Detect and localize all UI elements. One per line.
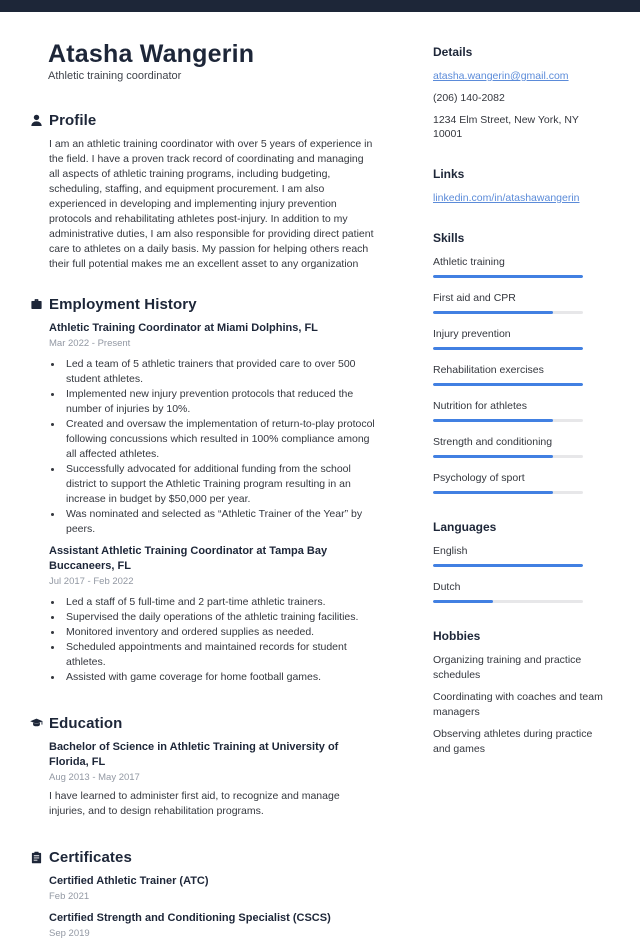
skill-label: Strength and conditioning	[433, 436, 553, 448]
job-title: Assistant Athletic Training Coordinator at Tampa Bay Buccaneers, FL	[49, 545, 328, 572]
skill-bar-track	[433, 275, 583, 278]
accent-top-bar	[0, 0, 640, 12]
skill-label: First aid and CPR	[433, 292, 516, 304]
language-bar-track	[433, 564, 583, 567]
language-bar-fill	[433, 600, 493, 603]
certificate-dates: Sep 2019	[49, 928, 90, 939]
language-label: English	[433, 545, 468, 557]
job-title: Athletic Training Coordinator at Miami Dolphins, FL	[49, 322, 318, 334]
hobby-item: Observing athletes during practice and games	[433, 728, 593, 755]
hobby-item: Coordinating with coaches and team managers	[433, 691, 603, 718]
linkedin-link[interactable]: linkedin.com/in/atashawangerin	[433, 192, 580, 204]
person-icon	[30, 114, 43, 127]
skill-label: Psychology of sport	[433, 472, 525, 484]
skill-label: Injury prevention	[433, 328, 511, 340]
candidate-name: Atasha Wangerin	[48, 40, 255, 68]
job-bullet: • Led a staff of 5 full-time and 2 part-time athletic trainers.	[63, 595, 377, 610]
skill-bar-fill	[433, 455, 553, 458]
skills-heading: Skills	[433, 231, 465, 245]
language-item	[433, 580, 610, 603]
job-bullet: • Successfully advocated for additional funding from the school district to support the Athletic Training program resulting in an increase in budget by $50,000 per year.	[63, 462, 377, 507]
section-certificates	[30, 849, 377, 940]
section-education	[30, 715, 377, 819]
main-column	[30, 12, 405, 940]
skill-item	[433, 291, 610, 314]
hobby-item: Organizing training and practice schedules	[433, 654, 582, 681]
skill-bar-fill	[433, 275, 583, 278]
certificate-title: Certified Strength and Conditioning Specialist (CSCS)	[49, 912, 331, 924]
sidebar-links	[433, 167, 610, 205]
education-entry	[49, 740, 377, 819]
skill-bar-track	[433, 383, 583, 386]
sidebar-details	[433, 45, 610, 141]
skill-bar-track	[433, 491, 583, 494]
job-dates: Jul 2017 - Feb 2022	[49, 576, 134, 587]
profile-heading: Profile	[49, 112, 97, 129]
certificate-title: Certified Athletic Trainer (ATC)	[49, 875, 209, 887]
education-dates: Aug 2013 - May 2017	[49, 772, 140, 783]
address: 1234 Elm Street, New York, NY 10001	[433, 114, 579, 140]
language-bar-track	[433, 600, 583, 603]
profile-text: I am an athletic training coordinator with over 5 years of experience in the field. I have a proven track record of coordinating and managing all aspects of athletic training programs, including budgeting, scheduling, staffing, and equipment procurement. I am also experienced in developing and implementing injury prevention protocols and rehabilitating athletes post-injury. In addition to my administrative duties, I am also responsible for providing direct patient care to athletes on a daily basis. My passion for helping others reach their full potential makes me an excellent asset to any organization	[49, 138, 374, 270]
skill-item	[433, 399, 610, 422]
certificate-entry	[49, 874, 377, 903]
sidebar-languages	[433, 520, 610, 603]
skill-bar-track	[433, 455, 583, 458]
sidebar-hobbies	[433, 629, 610, 757]
skill-bar-fill	[433, 491, 553, 494]
job-bullet: • Supervised the daily operations of the athletic training facilities.	[63, 610, 377, 625]
language-bar-fill	[433, 564, 583, 567]
resume-page	[0, 12, 640, 940]
candidate-job-title: Athletic training coordinator	[48, 70, 182, 82]
job-bullet: • Monitored inventory and ordered supplies as needed.	[63, 625, 377, 640]
skill-bar-fill	[433, 347, 583, 350]
job-bullets	[49, 357, 377, 537]
job-bullet: • Scheduled appointments and maintained records for student athletes.	[63, 640, 377, 670]
education-description: I have learned to administer first aid, to recognize and manage injuries, and to design rehabilitation programs.	[49, 790, 340, 817]
graduation-cap-icon	[30, 717, 43, 730]
briefcase-icon	[30, 298, 43, 311]
section-employment	[30, 296, 377, 685]
job-bullet: • Implemented new injury prevention protocols that reduced the number of injuries by 10%.	[63, 387, 377, 417]
email-link[interactable]: atasha.wangerin@gmail.com	[433, 70, 569, 82]
languages-heading: Languages	[433, 520, 497, 534]
skill-item	[433, 471, 610, 494]
skill-bar-track	[433, 347, 583, 350]
job-bullets	[49, 595, 377, 685]
employment-heading: Employment History	[49, 296, 197, 313]
job-entry	[49, 544, 377, 685]
language-label: Dutch	[433, 581, 461, 593]
skill-item	[433, 327, 610, 350]
education-heading: Education	[49, 715, 123, 732]
skill-bar-track	[433, 311, 583, 314]
skill-bar-track	[433, 419, 583, 422]
job-bullet: • Led a team of 5 athletic trainers that provided care to over 500 student athletes.	[63, 357, 377, 387]
section-profile	[30, 112, 377, 272]
skill-bar-fill	[433, 311, 553, 314]
clipboard-icon	[30, 851, 43, 864]
skill-label: Athletic training	[433, 256, 505, 268]
certificates-heading: Certificates	[49, 849, 132, 866]
details-heading: Details	[433, 45, 473, 59]
hobbies-heading: Hobbies	[433, 629, 481, 643]
certificate-dates: Feb 2021	[49, 891, 90, 902]
skill-item	[433, 435, 610, 458]
resume-header	[30, 12, 377, 82]
job-bullet: • Assisted with game coverage for home football games.	[63, 670, 377, 685]
certificate-entry	[49, 911, 377, 940]
links-heading: Links	[433, 167, 465, 181]
language-item	[433, 544, 610, 567]
skill-bar-fill	[433, 383, 583, 386]
job-bullet: • Created and oversaw the implementation of return-to-play protocol following concussions which resulted in 100% compliance among all affected athletes.	[63, 417, 377, 462]
skill-item	[433, 255, 610, 278]
job-entry	[49, 321, 377, 537]
sidebar-column	[433, 12, 610, 940]
skill-item	[433, 363, 610, 386]
skill-label: Nutrition for athletes	[433, 400, 527, 412]
education-title: Bachelor of Science in Athletic Training at University of Florida, FL	[49, 741, 339, 768]
phone-number: (206) 140-2082	[433, 92, 505, 104]
skill-bar-fill	[433, 419, 553, 422]
job-dates: Mar 2022 - Present	[49, 338, 131, 349]
sidebar-skills	[433, 231, 610, 494]
job-bullet: • Was nominated and selected as “Athletic Trainer of the Year” by peers.	[63, 507, 377, 537]
skill-label: Rehabilitation exercises	[433, 364, 544, 376]
